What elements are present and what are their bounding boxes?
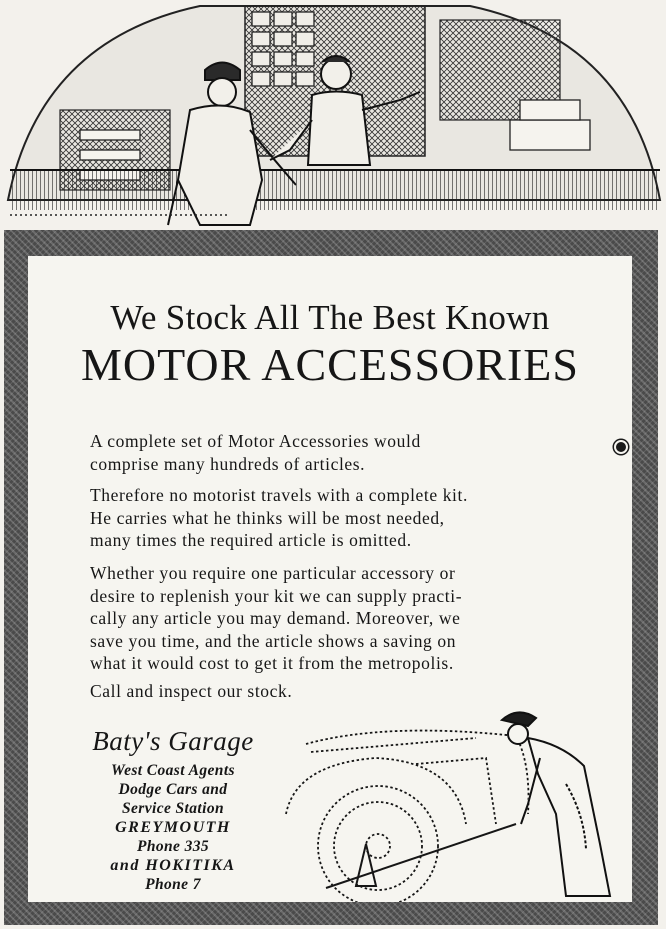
- paragraph-line: comprise many hundreds of articles.: [90, 453, 366, 474]
- paragraph-line: He carries what he thinks will be most needed,: [90, 507, 445, 528]
- paragraph-line: Whether you require one particular accessory or: [90, 563, 456, 583]
- paragraph-line: Therefore no motorist travels with a complete kit.: [90, 485, 468, 505]
- paragraph-line: many times the required article is omitted.: [90, 530, 412, 550]
- decorative-border: [4, 230, 658, 925]
- garage-contact-block: [58, 726, 288, 894]
- car-jack-illustration: [266, 674, 632, 902]
- garage-phone-greymouth: Phone 335: [136, 838, 210, 855]
- shop-counter-illustration: [0, 0, 666, 230]
- paragraph-line: Call and inspect our stock.: [90, 681, 293, 701]
- paragraph-2: [90, 484, 610, 552]
- garage-phone-hokitika: Phone 7: [145, 876, 201, 893]
- paragraph-line: what it would cost to get it from the metropolis.: [90, 653, 454, 673]
- paragraph-line: A complete set of Motor Accessories would: [90, 431, 421, 451]
- headline-subtitle: We Stock All The Best Known: [110, 298, 550, 337]
- garage-line: Service Station: [121, 800, 224, 817]
- garage-line: Dodge Cars and: [118, 781, 228, 798]
- paragraph-1: [90, 430, 610, 475]
- garage-line: West Coast Agents: [111, 762, 235, 779]
- paragraph-line: cally any article you may demand. Moreover, we: [90, 608, 461, 628]
- paragraph-3: [90, 562, 610, 675]
- garage-city-hokitika: and HOKITIKA: [110, 857, 236, 874]
- ad-content-panel: [28, 256, 632, 902]
- paragraph-line: save you time, and the article shows a saving on: [90, 630, 457, 651]
- paragraph-line: desire to replenish your kit we can supply practi-: [90, 585, 463, 606]
- headline-title: MOTOR ACCESSORIES: [80, 339, 579, 390]
- ornament-dot: [614, 440, 628, 454]
- garage-city-greymouth: GREYMOUTH: [115, 819, 231, 836]
- garage-name: Baty's Garage: [92, 726, 254, 756]
